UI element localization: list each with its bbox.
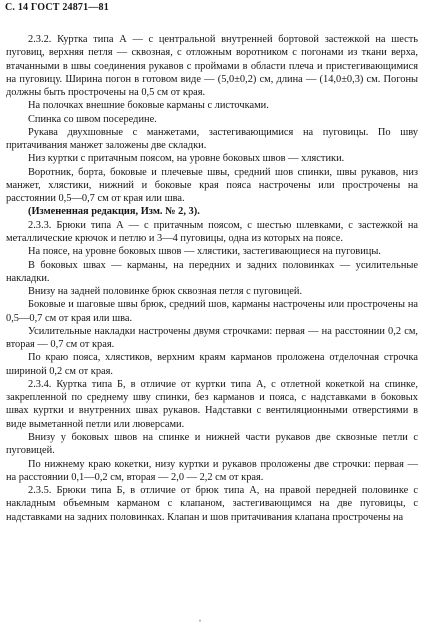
paragraph: В боковых швах — карманы, на передних и задних половинках — усилительные накладки.	[6, 259, 418, 284]
paragraph: По краю пояса, хлястиков, верхним краям карманов проложена отделочная строчка шириной 0,2 см от края.	[6, 352, 418, 377]
page-header: С. 14 ГОСТ 24871—81	[5, 2, 109, 13]
paragraph: 2.3.3. Брюки типа А — с притачным поясом, с шестью шлевками, с застежкой на металлические крючок и петлю и 3—4 пуговицы, одна из которых на поясе.	[6, 219, 418, 244]
paragraph: Внизу на задней половинке брюк сквозная петля с пуговицей.	[28, 286, 303, 298]
paragraph: На полочках внешние боковые карманы с листочками.	[28, 100, 269, 112]
paragraph: 2.3.4. Куртка типа Б, в отличие от куртки типа А, с отлетной кокеткой на спинке, закрепленной по среднему шву спинки, без карманов и пояса, с надставками в боковых швах куртки и внутренних швах рукавов. Надставки с вентиляционными отверстиями в виде выметанной петли или люверсами.	[6, 378, 418, 430]
paragraph: Рукава двухшовные с манжетами, застегивающимися на пуговицы. По шву притачивания манжет заложены две складки.	[6, 126, 418, 152]
paragraph: 2.3.5. Брюки типа Б, в отличие от брюк типа А, на правой передней половинке с накладным объемным карманом с клапаном, застегивающимся на две пуговицы, с надставками на задних половинках. Клапан и шов притачивания клапана прострочены на	[6, 485, 418, 523]
stray-mark-icon: ˌ	[198, 608, 202, 622]
paragraph: На поясе, на уровне боковых швов — хлястики, застегивающиеся на пуговицы.	[28, 246, 381, 258]
paragraph: Внизу у боковых швов на спинке и нижней части рукавов две сквозные петли с пуговицей.	[6, 431, 418, 457]
paragraph: Боковые и шаговые швы брюк, средний шов, карманы настрочены или прострочены на 0,5—0,7 см от края или шва.	[6, 299, 418, 324]
paragraph: Усилительные накладки настрочены двумя строчками: первая — на расстоянии 0,2 см, вторая — 0,7 см от края.	[6, 325, 418, 351]
paragraph: Спинка со швом посередине.	[28, 113, 157, 125]
paragraph: (Измененная редакция, Изм. № 2, 3).	[28, 206, 200, 218]
document-body	[6, 33, 418, 524]
paragraph: По нижнему краю кокетки, низу куртки и рукавов проложены две строчки: первая — на расстоянии 0,1—0,2 см, вторая — 2,0 — 2,2 см от края.	[6, 458, 418, 483]
paragraph: Низ куртки с притачным поясом, на уровне боковых швов — хлястики.	[28, 153, 345, 165]
paragraph: 2.3.2. Куртка типа А — с центральной внутренней бортовой застежкой на шесть пуговиц, верхняя петля — сквозная, с отложным воротником с погонами из ткани верха, втачанными в швы соединения рукавов с проймами в области плеча и пристегивающимися на пуговицу. Ширина погон в готовом виде — (5,0±0,2) см, длина — (14,0±0,3) см. Погоны должны быть прострочены на 0,5 см от края.	[6, 34, 418, 99]
paragraph: Воротник, борта, боковые и плечевые швы, средний шов спинки, швы рукавов, низ манжет, хлястики, нижний и боковые края пояса настрочены или прострочены на расстоянии 0,5—0,7 см от края или шва.	[6, 166, 418, 205]
